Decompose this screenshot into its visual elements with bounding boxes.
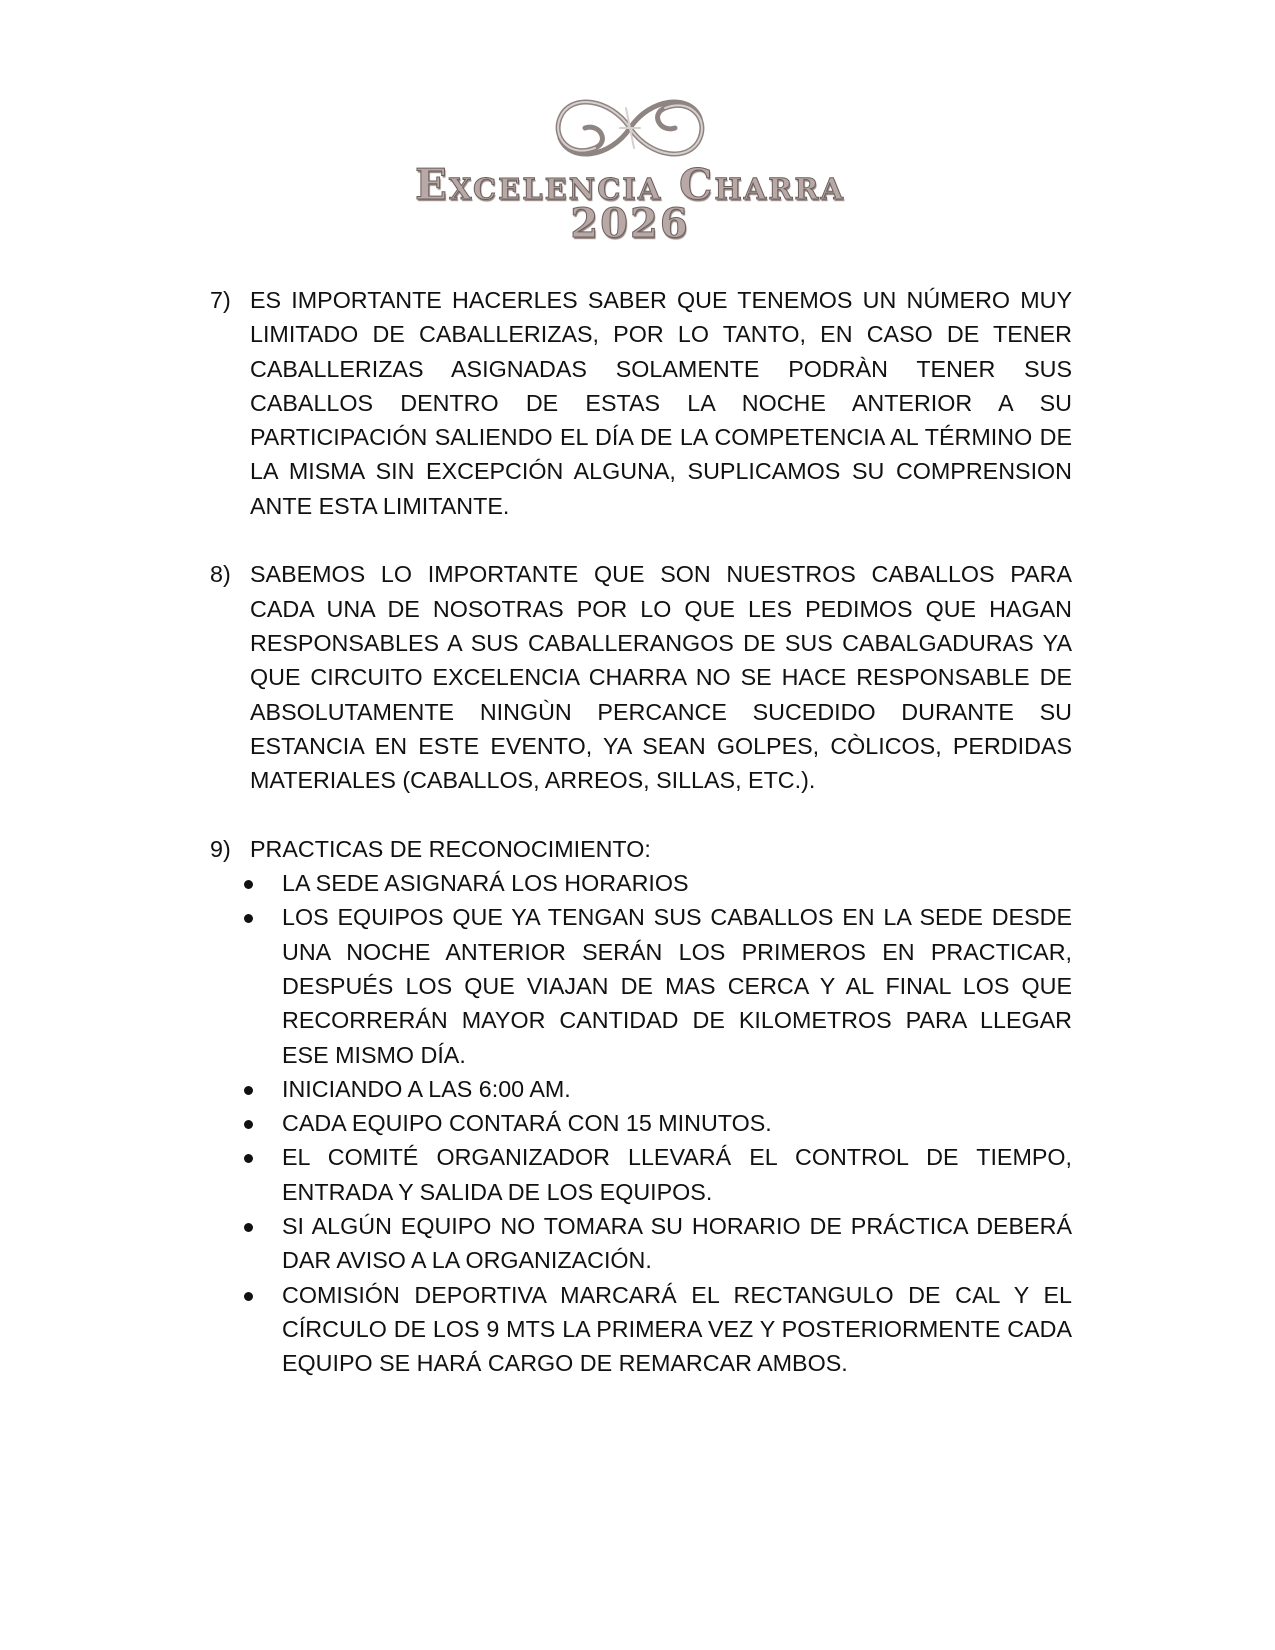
item-number: 9) xyxy=(210,835,231,862)
item-number: 8) xyxy=(210,561,231,588)
item-text: SABEMOS LO IMPORTANTE QUE SON NUESTROS CABALLOS PARA CADA UNA DE NOSOTRAS POR LO QUE LES PEDIMOS QUE HAGAN RESPONSABLES A SUS CABALLERANGOS DE SUS CABALGADURAS YA QUE CIRCUITO EXCELENCIA CHARRA NO SE HACE RESPONSABLE DE ABSOLUTAMENTE NINGÙN PERCANCE SUCEDIDO DURANTE SU ESTANCIA EN ESTE EVENTO, YA SEAN GOLPES, CÒLICOS, PERDIDAS MATERIALES (CABALLOS, ARREOS, SILLAS, ETC.). xyxy=(250,561,1072,794)
event-logo xyxy=(330,88,930,253)
bullet-text: SI ALGÚN EQUIPO NO TOMARA SU HORARIO DE PRÁCTICA DEBERÁ DAR AVISO A LA ORGANIZACIÓN. xyxy=(282,1213,1072,1274)
bullet-icon xyxy=(244,1292,253,1301)
rule-item-7 xyxy=(210,283,1072,523)
bullet-item xyxy=(210,1072,1072,1106)
bullet-text: INICIANDO A LAS 6:00 AM. xyxy=(282,1075,571,1102)
bullet-icon xyxy=(244,1086,253,1095)
bullet-icon xyxy=(244,880,253,889)
rule-item-9 xyxy=(210,832,1072,866)
bullet-text: CADA EQUIPO CONTARÁ CON 15 MINUTOS. xyxy=(282,1110,772,1137)
item-heading: PRACTICAS DE RECONOCIMIENTO: xyxy=(250,835,651,862)
bullet-text: LA SEDE ASIGNARÁ LOS HORARIOS xyxy=(282,870,689,897)
rule-item-8 xyxy=(210,557,1072,797)
document-body xyxy=(210,283,1072,1381)
ornament-icon xyxy=(540,88,720,168)
logo-year: 2026 xyxy=(570,200,690,247)
bullet-item xyxy=(210,866,1072,900)
item-number: 7) xyxy=(210,287,231,313)
bullet-item xyxy=(210,1106,1072,1140)
bullet-item xyxy=(210,1209,1072,1278)
bullet-icon xyxy=(244,1154,253,1163)
practice-bullet-list xyxy=(210,866,1072,1380)
bullet-icon xyxy=(244,1120,253,1129)
bullet-icon xyxy=(244,1223,253,1232)
logo-title: Excelencia Charra xyxy=(415,160,845,209)
bullet-text: EL COMITÉ ORGANIZADOR LLEVARÁ EL CONTROL DE TIEMPO, ENTRADA Y SALIDA DE LOS EQUIPOS. xyxy=(282,1144,1072,1205)
bullet-item xyxy=(210,1278,1072,1381)
item-text: ES IMPORTANTE HACERLES SABER QUE TENEMOS UN NÚMERO MUY LIMITADO DE CABALLERIZAS, POR LO TANTO, EN CASO DE TENER CABALLERIZAS ASIGNADAS SOLAMENTE PODRÀN TENER SUS CABALLOS DENTRO DE ESTAS LA NOCHE ANTERIOR A SU PARTICIPACIÓN SALIENDO EL DÍA DE LA COMPETENCIA AL TÉRMINO DE LA MISMA SIN EXCEPCIÓN ALGUNA, SUPLICAMOS SU COMPRENSION ANTE ESTA LIMITANTE. xyxy=(250,287,1072,519)
bullet-item xyxy=(210,900,1072,1071)
bullet-text: LOS EQUIPOS QUE YA TENGAN SUS CABALLOS EN LA SEDE DESDE UNA NOCHE ANTERIOR SERÁN LOS PRIMEROS EN PRACTICAR, DESPUÉS LOS QUE VIAJAN DE MAS CERCA Y AL FINAL LOS QUE RECORRERÁN MAYOR CANTIDAD DE KILOMETROS PARA LLEGAR ESE MISMO DÍA. xyxy=(282,904,1072,1068)
bullet-icon xyxy=(244,914,253,923)
bullet-item xyxy=(210,1140,1072,1209)
bullet-text: COMISIÓN DEPORTIVA MARCARÁ EL RECTANGULO DE CAL Y EL CÍRCULO DE LOS 9 MTS LA PRIMERA VEZ Y POSTERIORMENTE CADA EQUIPO SE HARÁ CARGO DE REMARCAR AMBOS. xyxy=(282,1281,1072,1377)
